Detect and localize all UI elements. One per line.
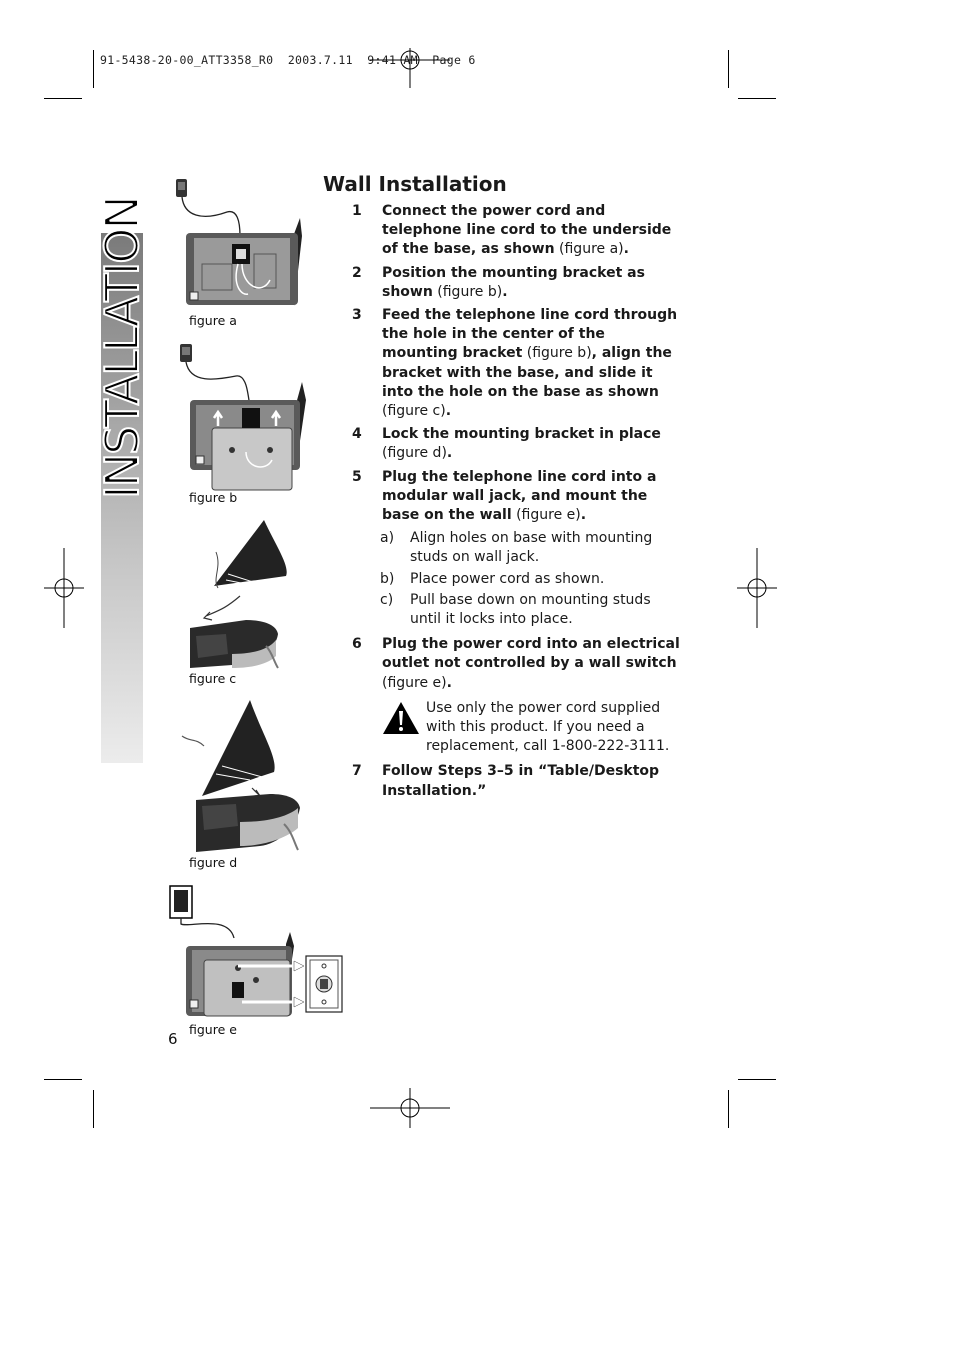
figure-e-caption: figure e	[189, 1022, 237, 1037]
step-item	[352, 468, 682, 526]
substep-item	[352, 591, 682, 629]
substep-letter: c)	[380, 591, 394, 608]
substep-item	[352, 570, 682, 589]
substep-text: Pull base down on mounting studs until it locks into place.	[410, 591, 651, 628]
page-number: 6	[168, 1030, 178, 1048]
page-title: Wall Installation	[323, 172, 507, 196]
step-text: Feed the telephone line cord through the hole in the center of the mounting bracket	[382, 307, 678, 362]
registration-target-icon	[370, 48, 450, 88]
step-number: 5	[352, 468, 362, 485]
step-number: 1	[352, 203, 362, 219]
figure-a-illustration	[172, 176, 306, 308]
figure-b-caption: figure b	[189, 490, 238, 505]
step-text-continued: , align the bracket with the base, and slide it into the hole on the base as shown	[382, 345, 672, 400]
registration-target-icon	[370, 1088, 450, 1128]
figure-reference: (figure e)	[382, 674, 447, 691]
figure-e-illustration	[168, 884, 344, 1020]
figure-d-caption: figure d	[189, 855, 238, 870]
step-punctuation: .	[623, 241, 629, 258]
step-punctuation: .	[446, 674, 452, 691]
step-item	[352, 264, 682, 302]
step-text: Plug the telephone line cord into a modular wall jack, and mount the base on the wall	[382, 468, 657, 524]
step-text: Lock the mounting bracket in place	[382, 426, 661, 443]
figure-reference: (figure c)	[382, 403, 446, 420]
warning-triangle-icon	[382, 701, 420, 735]
step-text: Position the mounting bracket as shown	[382, 264, 645, 300]
step-item	[352, 425, 682, 463]
figure-reference: (figure d)	[382, 445, 447, 462]
registration-target-icon	[737, 548, 777, 628]
step-number: 3	[352, 307, 362, 324]
step-punctuation: .	[580, 507, 587, 524]
warning-note	[352, 699, 682, 757]
registration-target-icon	[44, 548, 84, 628]
substep-letter: a)	[380, 530, 395, 547]
crop-mark	[738, 1079, 776, 1080]
crop-mark	[44, 1079, 82, 1080]
crop-mark	[728, 50, 729, 88]
section-sidebar-label	[95, 197, 150, 499]
crop-mark	[728, 1090, 729, 1128]
sidebar-label-text: INSTALLATION	[95, 197, 150, 499]
substep-letter: b)	[380, 570, 395, 587]
figure-b-illustration	[176, 342, 310, 494]
substep-text: Align holes on base with mounting studs on wall jack.	[410, 530, 653, 566]
substep-item	[352, 529, 682, 567]
figure-reference: (figure b)	[526, 345, 592, 362]
step-item	[352, 762, 682, 800]
step-number: 7	[352, 763, 362, 780]
step-item	[352, 306, 682, 421]
step-punctuation: .	[502, 283, 508, 300]
figure-reference: (figure a)	[559, 241, 624, 258]
figure-reference: (figure b)	[437, 283, 503, 300]
crop-mark	[93, 50, 94, 88]
figure-c-illustration	[186, 516, 290, 672]
step-text: Follow Steps 3–5 in “Table/Desktop Installation.”	[382, 763, 660, 799]
step-number: 4	[352, 426, 362, 443]
step-number: 2	[352, 264, 362, 281]
step-number: 6	[352, 636, 362, 653]
substep-text: Place power cord as shown.	[410, 570, 605, 587]
step-item	[352, 635, 682, 693]
step-item	[352, 202, 682, 260]
figure-a-caption: figure a	[189, 313, 237, 328]
instruction-steps	[352, 202, 682, 805]
figure-d-illustration	[180, 696, 304, 856]
crop-mark	[738, 98, 776, 99]
step-text: Connect the power cord and telephone line cord to the underside of the base, as shown	[382, 203, 672, 258]
figure-reference: (figure e)	[516, 507, 581, 524]
step-punctuation: .	[446, 445, 453, 462]
step-text: Plug the power cord into an electrical outlet not controlled by a wall switch	[382, 636, 680, 672]
figure-c-caption: figure c	[189, 671, 237, 686]
crop-mark	[93, 1090, 94, 1128]
step-punctuation: .	[445, 403, 452, 420]
crop-mark	[44, 98, 82, 99]
print-slug: 91-5438-20-00_ATT3358_R0 2003.7.11 9:41 AM Page 6	[100, 53, 476, 67]
warning-text: Use only the power cord supplied with this product. If you need a replacement, call 1-800-222-3111.	[426, 699, 670, 755]
